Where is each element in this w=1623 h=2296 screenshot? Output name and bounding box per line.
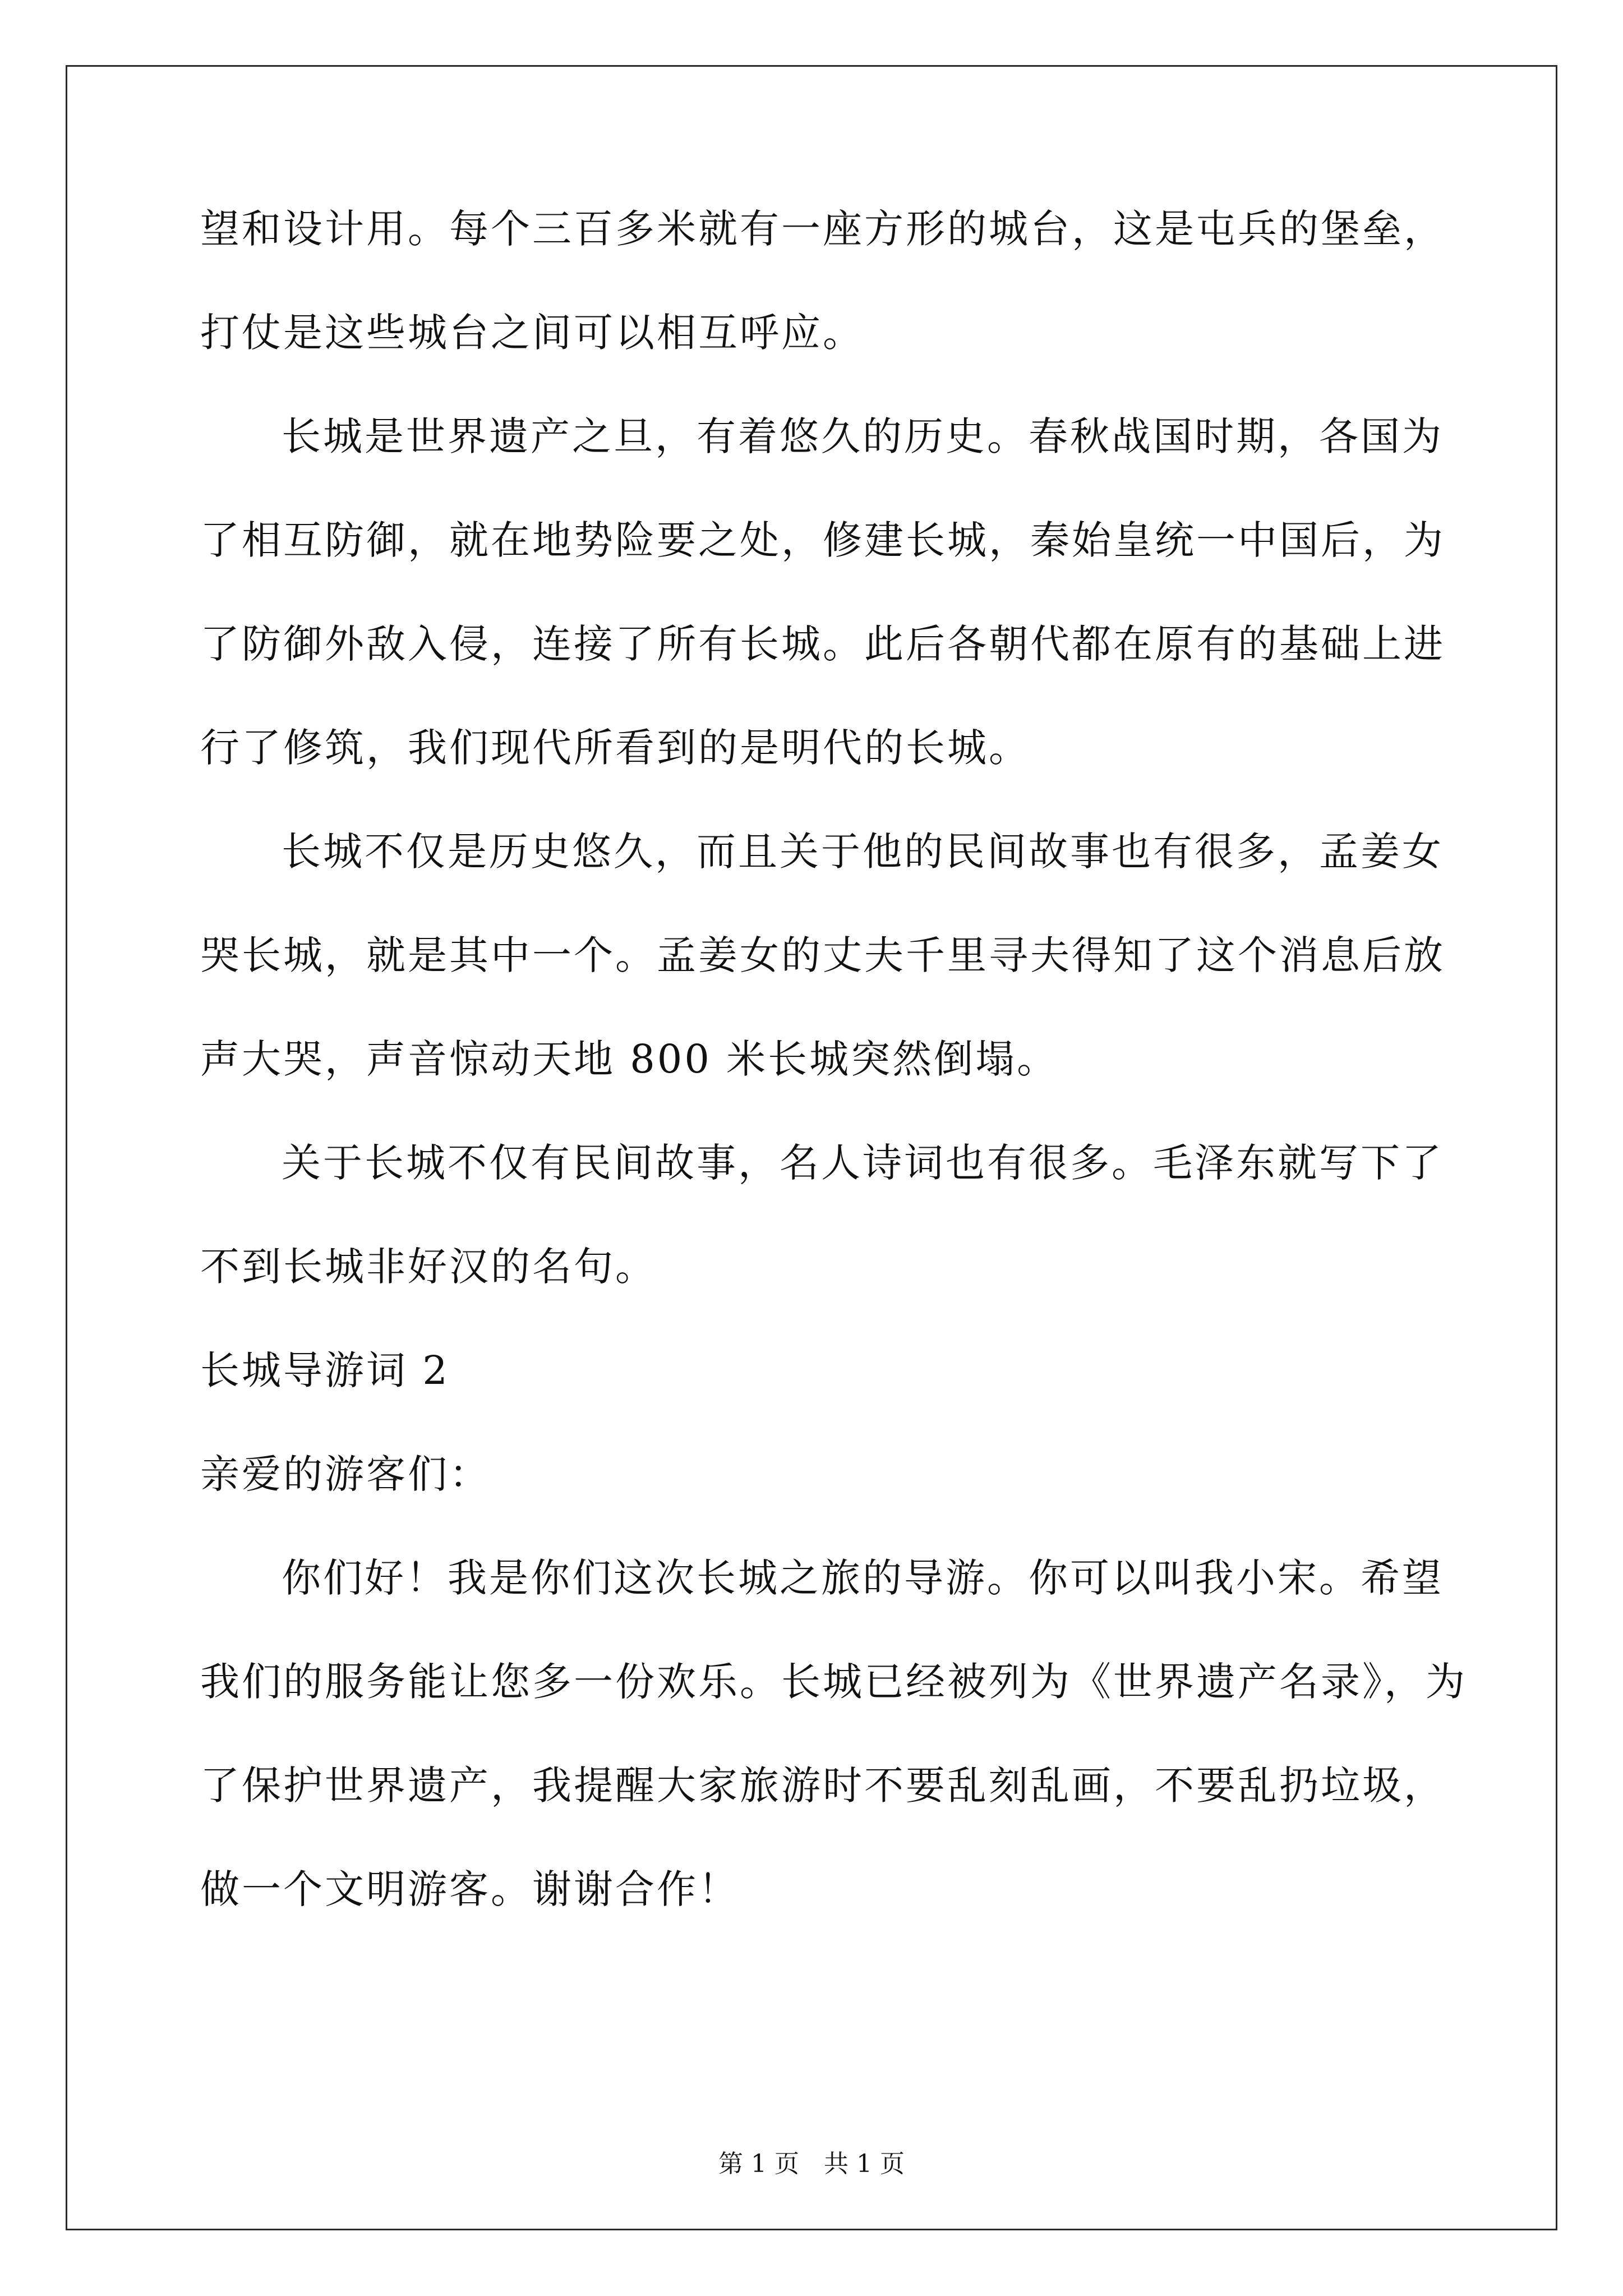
text-line: 了相互防御，就在地势险要之处，修建长城，秦始皇统一中国后，为 xyxy=(200,517,1445,563)
salutation: 亲爱的游客们： xyxy=(200,1451,491,1497)
text-line: 长城是世界遗产之旦，有着悠久的历史。春秋战国时期，各国为 xyxy=(282,413,1444,459)
text-line: 打仗是这些城台之间可以相互呼应。 xyxy=(200,310,864,356)
text-line: 不到长城非好汉的名句。 xyxy=(200,1244,657,1290)
text-line: 做一个文明游客。谢谢合作！ xyxy=(200,1866,740,1912)
text-line: 了保护世界遗产，我提醒大家旅游时不要乱刻乱画，不要乱扔垃圾， xyxy=(200,1763,1445,1809)
text-line: 了防御外敌入侵，连接了所有长城。此后各朝代都在原有的基础上进 xyxy=(200,621,1445,667)
section-heading: 长城导游词 2 xyxy=(200,1347,450,1393)
text-line: 哭长城，就是其中一个。孟姜女的丈夫千里寻夫得知了这个消息后放 xyxy=(200,932,1445,978)
text-line: 行了修筑，我们现代所看到的是明代的长城。 xyxy=(200,725,1030,771)
text-line: 长城不仅是历史悠久，而且关于他的民间故事也有很多，孟姜女 xyxy=(282,829,1444,875)
text-line: 望和设计用。每个三百多米就有一座方形的城台，这是屯兵的堡垒， xyxy=(200,206,1445,252)
text-line: 我们的服务能让您多一份欢乐。长城已经被列为《世界遗产名录》，为 xyxy=(200,1659,1467,1705)
page-number-footer: 第 1 页 共 1 页 xyxy=(718,2150,905,2178)
text-line: 声大哭，声音惊动天地 800 米长城突然倒塌。 xyxy=(200,1036,1059,1082)
text-line: 关于长城不仅有民间故事，名人诗词也有很多。毛泽东就写下了 xyxy=(282,1140,1444,1186)
text-line: 你们好！我是你们这次长城之旅的导游。你可以叫我小宋。希望 xyxy=(282,1555,1444,1601)
